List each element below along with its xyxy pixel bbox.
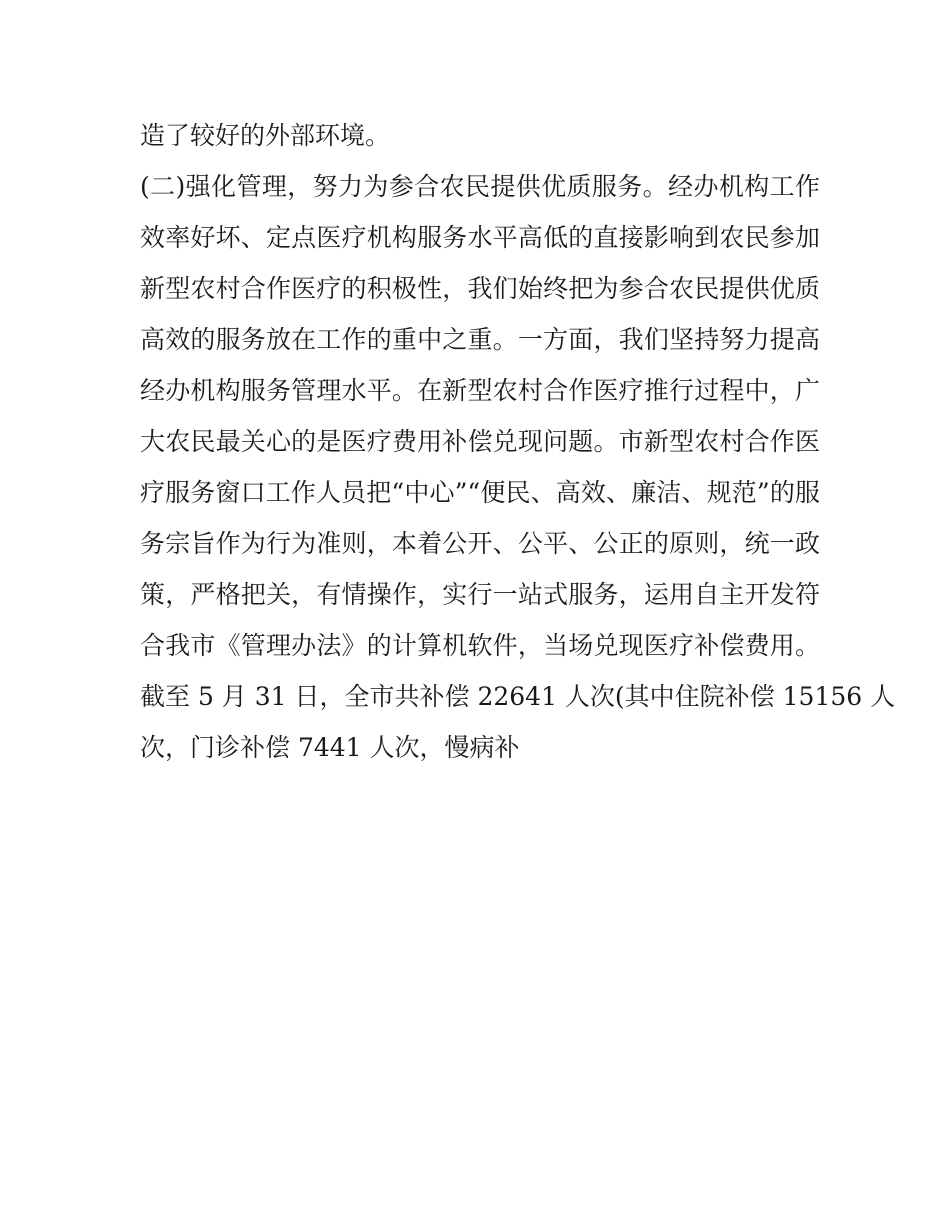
text-line: 效率好坏、定点医疗机构服务水平高低的直接影响到农民参加 <box>140 223 820 252</box>
text-line: 策，严格把关，有情操作，实行一站式服务，运用自主开发符 <box>140 580 820 609</box>
text-line: 疗服务窗口工作人员把“中心”“便民、高效、廉洁、规范”的服 <box>140 478 820 507</box>
text-line: 经办机构服务管理水平。在新型农村合作医疗推行过程中，广 <box>140 376 820 405</box>
text-line: 造了较好的外部环境。 <box>140 121 391 150</box>
text-line: 合我市《管理办法》的计算机软件，当场兑现医疗补偿费用。 <box>140 631 820 660</box>
text-line: 次，门诊补偿 7441 人次，慢病补 <box>140 733 520 762</box>
body-text <box>140 110 896 773</box>
text-line: 截至 5 月 31 日，全市共补偿 22641 人次(其中住院补偿 15156 人 <box>140 682 896 711</box>
text-line: 务宗旨作为行为准则，本着公开、公平、公正的原则，统一政 <box>140 529 820 558</box>
text-line: 新型农村合作医疗的积极性，我们始终把为参合农民提供优质 <box>140 274 820 303</box>
text-line: 大农民最关心的是医疗费用补偿兑现问题。市新型农村合作医 <box>140 427 820 456</box>
text-line: (二)强化管理，努力为参合农民提供优质服务。经办机构工作 <box>140 172 820 201</box>
text-line: 高效的服务放在工作的重中之重。一方面，我们坚持努力提高 <box>140 325 820 354</box>
